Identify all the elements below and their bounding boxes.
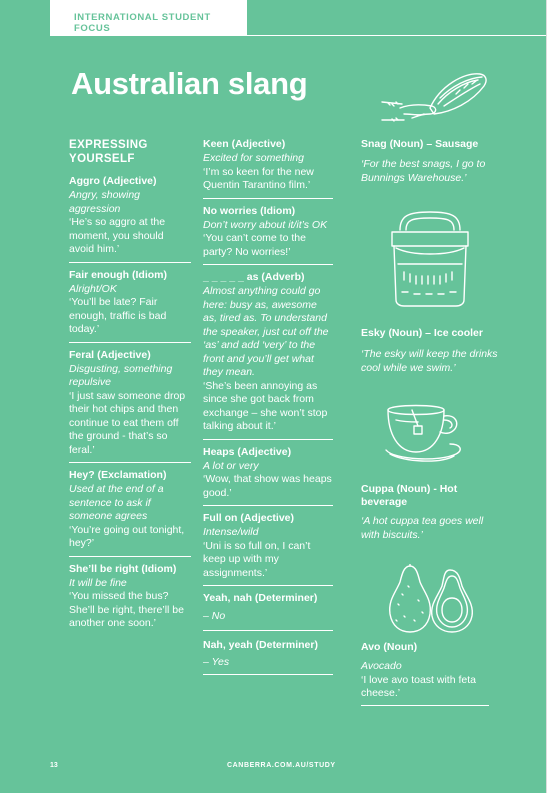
term: Nah, yeah (Determiner) [203,638,318,651]
slang-entry [69,469,191,557]
term: No worries (Idiom) [203,204,296,217]
slang-entry [203,205,333,266]
definition: Used at the end of a sentence to ask if someone agrees [69,483,164,522]
definition: Angry, showing aggression [69,189,141,215]
example: ‘Uni is so full on, I can’t keep up with my assignments.’ [203,539,311,579]
tea-cup-icon [384,400,468,470]
section-label: INTERNATIONAL STUDENT FOCUS [74,12,211,34]
column-3-esky [361,327,501,380]
example: ‘He’s so aggro at the moment, you should avoid him.’ [69,216,166,255]
term: Avo (Noun) [361,641,418,653]
definition: Excited for something [203,152,304,164]
example: ‘I love avo toast with feta cheese.’ [361,673,476,699]
example: ‘I just saw someone drop their hot chips and then continue to eat them off the ground - that’s so feral.’ [69,389,186,456]
definition: Avocado [361,660,402,672]
definition: – No [203,610,226,622]
term: Full on (Adjective) [203,512,295,524]
definition: ‘For the best snags, I go to Bunnings Warehouse.’ [361,158,486,184]
page-title: Australian slang [71,66,308,101]
slang-entry [203,138,333,199]
slang-entry-avo [361,641,489,706]
page-number: 13 [50,762,58,769]
term: Keen (Adjective) [203,138,286,150]
esky-cooler-icon [386,208,474,308]
term: Feral (Adjective) [69,348,151,361]
slang-entry [69,269,191,343]
definition: – Yes [203,655,230,668]
definition: Don’t worry about it/it’s OK [203,218,328,231]
definition: ‘The esky will keep the drinks cool while we swim.’ [361,348,498,374]
column-3-avo [361,641,501,706]
example: ‘She’s been annoying as since she got back from exchange – she won’t stop talking about it.’ [203,379,328,432]
term: She’ll be right (Idiom) [69,562,177,575]
column-2 [203,138,333,681]
example: ‘Wow, that show was heaps good.’ [203,473,332,499]
term: Aggro (Adjective) [69,175,157,187]
definition: Almost anything could go here: busy as, awesome as, tired as. To understand the speaker, just cut off the ‘as’ and add ‘very’ to the front and you’ll get what they mean. [203,285,329,378]
slang-entry [203,446,333,507]
definition: A lot or very [203,459,259,472]
slang-entry [69,175,191,263]
example: ‘You’re going out tonight, hey?’ [69,523,185,549]
slang-entry [203,639,333,676]
term: Snag (Noun) – Sausage [361,138,479,150]
term: Cuppa (Noun) - Hot beverage [361,483,458,508]
header-rule [247,35,546,36]
definition: Intense/wild [203,526,259,538]
slang-entry-esky [361,327,501,380]
slang-entry-snag [361,138,501,190]
column-3 [361,138,501,190]
sausage-in-bread-icon [378,64,496,124]
avocado-icon [388,564,476,634]
slang-entry [69,563,191,636]
slang-entry [203,592,333,631]
column-3-cuppa [361,483,501,547]
example: ‘You can’t come to the party? No worries!’ [203,232,306,258]
footer-url: CANBERRA.COM.AU/STUDY [227,762,336,769]
term: Yeah, nah (Determiner) [203,592,318,604]
section-tab [50,0,247,36]
definition: Alright/OK [69,282,117,295]
term: Esky (Noun) – Ice cooler [361,327,483,339]
term: Heaps (Adjective) [203,445,292,458]
definition: ‘A hot cuppa tea goes well with biscuits.’ [361,515,484,541]
term: Hey? (Exclamation) [69,469,167,481]
column-1 [69,138,191,642]
example: ‘I’m so keen for the new Quentin Tarantino film.’ [203,165,314,191]
section-heading: EXPRESSING YOURSELF [69,139,148,165]
definition: It will be fine [69,576,127,589]
term: _ _ _ _ _ as (Adverb) [203,271,305,283]
example: ‘You missed the bus? She’ll be right, there’ll be another one soon.’ [69,590,184,629]
slang-entry-cuppa [361,483,501,547]
slang-entry [203,512,333,586]
example: ‘You’ll be late? Fair enough, traffic is bad today.’ [69,296,167,335]
slang-entry [69,349,191,464]
slang-entry [203,271,333,440]
definition: Disgusting, something repulsive [69,362,173,388]
term: Fair enough (Idiom) [69,268,167,281]
